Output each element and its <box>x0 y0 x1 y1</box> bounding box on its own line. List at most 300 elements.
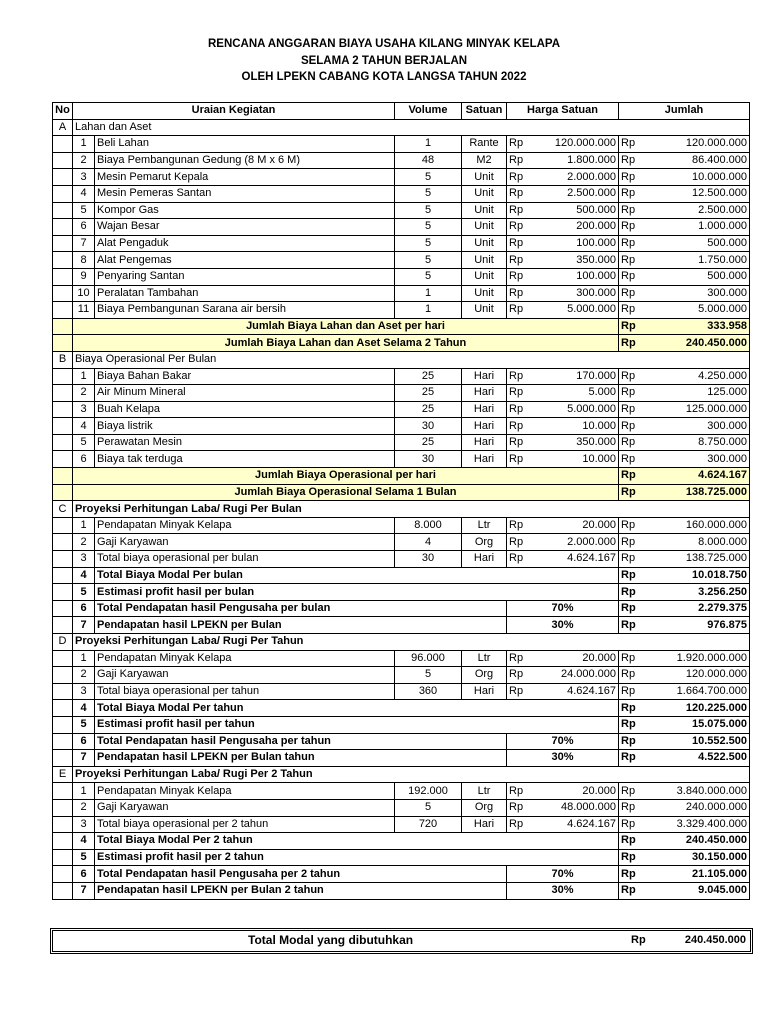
row-spacer <box>53 866 73 883</box>
total-label: Total Biaya Modal Per tahun <box>95 700 619 717</box>
row-unit: Hari <box>462 368 507 385</box>
row-number: 4 <box>73 418 95 435</box>
row-amount-currency: Rp <box>619 368 648 385</box>
row-volume: 1 <box>395 302 462 319</box>
row-price-currency: Rp <box>507 302 532 319</box>
row-amount-currency: Rp <box>619 302 648 319</box>
row-volume: 4 <box>395 534 462 551</box>
row-unit-price: 2.000.000 <box>532 169 619 186</box>
row-amount-currency: Rp <box>619 268 648 285</box>
row-unit: Ltr <box>462 517 507 534</box>
total-percentage: 30% <box>507 617 619 634</box>
row-amount-currency: Rp <box>619 451 648 468</box>
row-spacer <box>53 152 73 169</box>
table-row <box>53 534 750 551</box>
row-volume: 48 <box>395 152 462 169</box>
document-title <box>0 36 768 86</box>
row-amount: 120.000.000 <box>648 667 750 684</box>
row-description: Mesin Pemarut Kepala <box>95 169 395 186</box>
row-unit: Unit <box>462 268 507 285</box>
row-amount-currency: Rp <box>619 534 648 551</box>
row-description: Gaji Karyawan <box>95 799 395 816</box>
row-spacer <box>53 434 73 451</box>
row-number: 9 <box>73 268 95 285</box>
row-volume: 360 <box>395 683 462 700</box>
row-volume: 8.000 <box>395 517 462 534</box>
row-volume: 192.000 <box>395 783 462 800</box>
row-unit: M2 <box>462 152 507 169</box>
row-description: Biaya Bahan Bakar <box>95 368 395 385</box>
row-description: Gaji Karyawan <box>95 534 395 551</box>
grand-total-value: 240.450.000 <box>684 934 746 946</box>
row-spacer <box>53 600 73 617</box>
row-number: 3 <box>73 169 95 186</box>
row-description: Beli Lahan <box>95 136 395 153</box>
summary-currency: Rp <box>619 318 648 335</box>
row-unit-price: 1.800.000 <box>532 152 619 169</box>
row-amount-currency: Rp <box>619 219 648 236</box>
row-price-currency: Rp <box>507 268 532 285</box>
row-price-currency: Rp <box>507 783 532 800</box>
row-price-currency: Rp <box>507 534 532 551</box>
row-description: Pendapatan Minyak Kelapa <box>95 783 395 800</box>
row-spacer <box>53 185 73 202</box>
row-spacer <box>53 468 73 485</box>
section-letter: D <box>53 634 73 651</box>
grand-total-label: Total Modal yang dibutuhkan <box>248 933 414 947</box>
row-number: 2 <box>73 799 95 816</box>
table-row <box>53 799 750 816</box>
row-description: Gaji Karyawan <box>95 667 395 684</box>
section-header-row <box>53 351 750 368</box>
row-amount-currency: Rp <box>619 202 648 219</box>
row-unit-price: 170.000 <box>532 368 619 385</box>
row-spacer <box>53 799 73 816</box>
total-number: 6 <box>73 733 95 750</box>
row-description: Penyaring Santan <box>95 268 395 285</box>
row-unit: Unit <box>462 285 507 302</box>
row-amount: 500.000 <box>648 235 750 252</box>
row-volume: 25 <box>395 368 462 385</box>
row-spacer <box>53 733 73 750</box>
row-unit: Hari <box>462 683 507 700</box>
row-volume: 5 <box>395 219 462 236</box>
row-unit-price: 10.000 <box>532 451 619 468</box>
total-currency: Rp <box>619 750 648 767</box>
row-amount-currency: Rp <box>619 418 648 435</box>
section-letter: A <box>53 119 73 136</box>
row-spacer <box>53 202 73 219</box>
table-row <box>53 517 750 534</box>
table-row <box>53 185 750 202</box>
row-volume: 25 <box>395 401 462 418</box>
row-description: Air Minum Mineral <box>95 385 395 402</box>
total-value: 120.225.000 <box>648 700 750 717</box>
total-label: Total Pendapatan hasil Pengusaha per bulan <box>95 600 507 617</box>
row-price-currency: Rp <box>507 434 532 451</box>
total-number: 7 <box>73 882 95 899</box>
row-number: 4 <box>73 185 95 202</box>
row-price-currency: Rp <box>507 667 532 684</box>
row-number: 2 <box>73 534 95 551</box>
row-amount-currency: Rp <box>619 816 648 833</box>
row-number: 3 <box>73 683 95 700</box>
row-unit-price: 2.000.000 <box>532 534 619 551</box>
row-number: 2 <box>73 385 95 402</box>
total-row <box>53 866 750 883</box>
table-header-row <box>53 103 750 120</box>
row-amount-currency: Rp <box>619 169 648 186</box>
row-description: Wajan Besar <box>95 219 395 236</box>
total-currency: Rp <box>619 716 648 733</box>
row-unit-price: 100.000 <box>532 268 619 285</box>
row-number: 1 <box>73 368 95 385</box>
row-spacer <box>53 534 73 551</box>
row-unit-price: 500.000 <box>532 202 619 219</box>
row-price-currency: Rp <box>507 152 532 169</box>
total-row <box>53 600 750 617</box>
total-currency: Rp <box>619 866 648 883</box>
summary-value: 240.450.000 <box>648 335 750 352</box>
row-spacer <box>53 783 73 800</box>
table-row <box>53 667 750 684</box>
row-unit: Unit <box>462 185 507 202</box>
total-row <box>53 750 750 767</box>
row-spacer <box>53 700 73 717</box>
total-label: Total Pendapatan hasil Pengusaha per tahun <box>95 733 507 750</box>
header-satuan: Satuan <box>462 103 507 120</box>
row-spacer <box>53 484 73 501</box>
row-unit: Hari <box>462 385 507 402</box>
row-amount: 86.400.000 <box>648 152 750 169</box>
total-number: 7 <box>73 617 95 634</box>
row-volume: 30 <box>395 551 462 568</box>
row-number: 1 <box>73 136 95 153</box>
title-line-1: RENCANA ANGGARAN BIAYA USAHA KILANG MINYAK KELAPA <box>207 38 561 50</box>
row-description: Biaya Pembangunan Sarana air bersih <box>95 302 395 319</box>
section-title: Proyeksi Perhitungan Laba/ Rugi Per Tahun <box>73 634 750 651</box>
total-currency: Rp <box>619 882 648 899</box>
row-number: 6 <box>73 451 95 468</box>
row-amount: 1.000.000 <box>648 219 750 236</box>
section-header-row <box>53 766 750 783</box>
row-spacer <box>53 750 73 767</box>
row-amount-currency: Rp <box>619 667 648 684</box>
total-number: 4 <box>73 567 95 584</box>
row-amount: 3.840.000.000 <box>648 783 750 800</box>
row-spacer <box>53 268 73 285</box>
row-spacer <box>53 584 73 601</box>
row-unit: Hari <box>462 401 507 418</box>
row-unit: Hari <box>462 451 507 468</box>
row-number: 2 <box>73 152 95 169</box>
table-row <box>53 152 750 169</box>
total-row <box>53 617 750 634</box>
total-percentage: 30% <box>507 882 619 899</box>
row-unit-price: 300.000 <box>532 285 619 302</box>
row-description: Biaya listrik <box>95 418 395 435</box>
row-unit-price: 4.624.167 <box>532 683 619 700</box>
row-unit: Unit <box>462 302 507 319</box>
row-amount: 120.000.000 <box>648 136 750 153</box>
row-unit-price: 20.000 <box>532 650 619 667</box>
row-description: Total biaya operasional per tahun <box>95 683 395 700</box>
summary-value: 333.958 <box>648 318 750 335</box>
row-unit: Rante <box>462 136 507 153</box>
total-number: 5 <box>73 849 95 866</box>
row-spacer <box>53 219 73 236</box>
table-row <box>53 285 750 302</box>
summary-value: 138.725.000 <box>648 484 750 501</box>
row-volume: 720 <box>395 816 462 833</box>
total-number: 5 <box>73 716 95 733</box>
row-volume: 25 <box>395 385 462 402</box>
row-volume: 30 <box>395 451 462 468</box>
row-volume: 5 <box>395 252 462 269</box>
total-value: 30.150.000 <box>648 849 750 866</box>
table-row <box>53 385 750 402</box>
row-unit: Unit <box>462 169 507 186</box>
total-row <box>53 882 750 899</box>
table-row <box>53 169 750 186</box>
row-spacer <box>53 650 73 667</box>
row-number: 8 <box>73 252 95 269</box>
summary-label: Jumlah Biaya Lahan dan Aset per hari <box>73 318 619 335</box>
table-row <box>53 268 750 285</box>
total-value: 10.018.750 <box>648 567 750 584</box>
total-currency: Rp <box>619 700 648 717</box>
row-spacer <box>53 451 73 468</box>
row-price-currency: Rp <box>507 517 532 534</box>
row-unit: Unit <box>462 235 507 252</box>
row-number: 3 <box>73 816 95 833</box>
total-value: 240.450.000 <box>648 833 750 850</box>
total-label: Pendapatan hasil LPEKN per Bulan 2 tahun <box>95 882 507 899</box>
row-volume: 5 <box>395 667 462 684</box>
row-spacer <box>53 567 73 584</box>
row-amount-currency: Rp <box>619 683 648 700</box>
row-unit: Ltr <box>462 650 507 667</box>
total-percentage: 70% <box>507 866 619 883</box>
row-spacer <box>53 368 73 385</box>
total-row <box>53 849 750 866</box>
total-number: 7 <box>73 750 95 767</box>
row-amount-currency: Rp <box>619 136 648 153</box>
total-value: 15.075.000 <box>648 716 750 733</box>
row-description: Mesin Pemeras Santan <box>95 185 395 202</box>
total-currency: Rp <box>619 733 648 750</box>
section-title: Proyeksi Perhitungan Laba/ Rugi Per Bulan <box>73 501 750 518</box>
row-spacer <box>53 617 73 634</box>
total-value: 976.875 <box>648 617 750 634</box>
row-unit: Hari <box>462 434 507 451</box>
total-label: Total Pendapatan hasil Pengusaha per 2 tahun <box>95 866 507 883</box>
row-amount: 12.500.000 <box>648 185 750 202</box>
row-amount-currency: Rp <box>619 152 648 169</box>
row-amount: 500.000 <box>648 268 750 285</box>
total-currency: Rp <box>619 833 648 850</box>
row-amount: 10.000.000 <box>648 169 750 186</box>
summary-row <box>53 335 750 352</box>
row-spacer <box>53 418 73 435</box>
table-row <box>53 368 750 385</box>
row-description: Pendapatan Minyak Kelapa <box>95 650 395 667</box>
total-number: 6 <box>73 866 95 883</box>
total-label: Pendapatan hasil LPEKN per Bulan tahun <box>95 750 507 767</box>
row-price-currency: Rp <box>507 683 532 700</box>
section-header-row <box>53 634 750 651</box>
row-volume: 5 <box>395 268 462 285</box>
table-row <box>53 434 750 451</box>
row-unit-price: 24.000.000 <box>532 667 619 684</box>
total-row <box>53 733 750 750</box>
total-currency: Rp <box>619 600 648 617</box>
summary-value: 4.624.167 <box>648 468 750 485</box>
summary-currency: Rp <box>619 468 648 485</box>
row-amount: 2.500.000 <box>648 202 750 219</box>
summary-row <box>53 484 750 501</box>
total-label: Estimasi profit hasil per bulan <box>95 584 619 601</box>
row-price-currency: Rp <box>507 650 532 667</box>
row-price-currency: Rp <box>507 451 532 468</box>
row-number: 1 <box>73 517 95 534</box>
summary-label: Jumlah Biaya Operasional Selama 1 Bulan <box>73 484 619 501</box>
row-price-currency: Rp <box>507 185 532 202</box>
row-number: 3 <box>73 401 95 418</box>
row-volume: 5 <box>395 202 462 219</box>
row-volume: 1 <box>395 285 462 302</box>
row-amount: 300.000 <box>648 418 750 435</box>
row-price-currency: Rp <box>507 385 532 402</box>
row-unit-price: 5.000.000 <box>532 401 619 418</box>
row-number: 6 <box>73 219 95 236</box>
row-price-currency: Rp <box>507 285 532 302</box>
row-amount-currency: Rp <box>619 235 648 252</box>
total-value: 10.552.500 <box>648 733 750 750</box>
total-row <box>53 584 750 601</box>
total-number: 6 <box>73 600 95 617</box>
row-number: 7 <box>73 235 95 252</box>
row-spacer <box>53 551 73 568</box>
total-currency: Rp <box>619 584 648 601</box>
row-unit: Unit <box>462 252 507 269</box>
table-row <box>53 136 750 153</box>
table-row <box>53 219 750 236</box>
row-unit-price: 4.624.167 <box>532 551 619 568</box>
row-volume: 5 <box>395 799 462 816</box>
row-price-currency: Rp <box>507 816 532 833</box>
row-unit-price: 2.500.000 <box>532 185 619 202</box>
row-amount: 1.920.000.000 <box>648 650 750 667</box>
row-price-currency: Rp <box>507 799 532 816</box>
row-amount: 4.250.000 <box>648 368 750 385</box>
row-description: Buah Kelapa <box>95 401 395 418</box>
row-unit-price: 5.000.000 <box>532 302 619 319</box>
row-price-currency: Rp <box>507 551 532 568</box>
row-number: 1 <box>73 650 95 667</box>
summary-currency: Rp <box>619 484 648 501</box>
row-number: 11 <box>73 302 95 319</box>
row-spacer <box>53 385 73 402</box>
row-volume: 1 <box>395 136 462 153</box>
row-unit-price: 120.000.000 <box>532 136 619 153</box>
row-spacer <box>53 816 73 833</box>
total-value: 21.105.000 <box>648 866 750 883</box>
summary-row <box>53 468 750 485</box>
row-spacer <box>53 169 73 186</box>
row-description: Alat Pengemas <box>95 252 395 269</box>
row-spacer <box>53 517 73 534</box>
row-amount-currency: Rp <box>619 401 648 418</box>
table-row <box>53 252 750 269</box>
row-description: Kompor Gas <box>95 202 395 219</box>
row-spacer <box>53 252 73 269</box>
total-number: 5 <box>73 584 95 601</box>
row-volume: 5 <box>395 185 462 202</box>
row-description: Perawatan Mesin <box>95 434 395 451</box>
row-spacer <box>53 716 73 733</box>
row-spacer <box>53 235 73 252</box>
row-description: Pendapatan Minyak Kelapa <box>95 517 395 534</box>
row-unit: Unit <box>462 219 507 236</box>
header-uraian: Uraian Kegiatan <box>73 103 395 120</box>
row-spacer <box>53 136 73 153</box>
row-unit-price: 20.000 <box>532 517 619 534</box>
row-unit: Hari <box>462 418 507 435</box>
row-unit-price: 4.624.167 <box>532 816 619 833</box>
row-unit-price: 350.000 <box>532 434 619 451</box>
total-currency: Rp <box>619 567 648 584</box>
row-amount-currency: Rp <box>619 185 648 202</box>
row-spacer <box>53 683 73 700</box>
row-amount: 5.000.000 <box>648 302 750 319</box>
summary-label: Jumlah Biaya Operasional per hari <box>73 468 619 485</box>
row-amount: 240.000.000 <box>648 799 750 816</box>
row-description: Peralatan Tambahan <box>95 285 395 302</box>
row-amount: 8.750.000 <box>648 434 750 451</box>
table-row <box>53 418 750 435</box>
table-row <box>53 302 750 319</box>
row-amount-currency: Rp <box>619 650 648 667</box>
row-unit-price: 10.000 <box>532 418 619 435</box>
row-description: Biaya tak terduga <box>95 451 395 468</box>
table-row <box>53 401 750 418</box>
grand-total-currency: Rp <box>631 934 646 946</box>
total-label: Pendapatan hasil LPEKN per Bulan <box>95 617 507 634</box>
table-row <box>53 202 750 219</box>
row-price-currency: Rp <box>507 235 532 252</box>
row-unit-price: 20.000 <box>532 783 619 800</box>
row-price-currency: Rp <box>507 418 532 435</box>
row-price-currency: Rp <box>507 136 532 153</box>
row-amount: 8.000.000 <box>648 534 750 551</box>
row-number: 2 <box>73 667 95 684</box>
row-amount-currency: Rp <box>619 551 648 568</box>
row-unit: Unit <box>462 202 507 219</box>
total-currency: Rp <box>619 617 648 634</box>
title-line-3: OLEH LPEKN CABANG KOTA LANGSA TAHUN 2022 <box>241 71 527 83</box>
row-description: Biaya Pembangunan Gedung (8 M x 6 M) <box>95 152 395 169</box>
table-body <box>53 119 750 899</box>
section-letter: C <box>53 501 73 518</box>
row-amount-currency: Rp <box>619 252 648 269</box>
total-number: 4 <box>73 833 95 850</box>
row-amount: 1.750.000 <box>648 252 750 269</box>
row-number: 3 <box>73 551 95 568</box>
total-percentage: 30% <box>507 750 619 767</box>
section-title: Lahan dan Aset <box>73 119 750 136</box>
row-description: Total biaya operasional per 2 tahun <box>95 816 395 833</box>
